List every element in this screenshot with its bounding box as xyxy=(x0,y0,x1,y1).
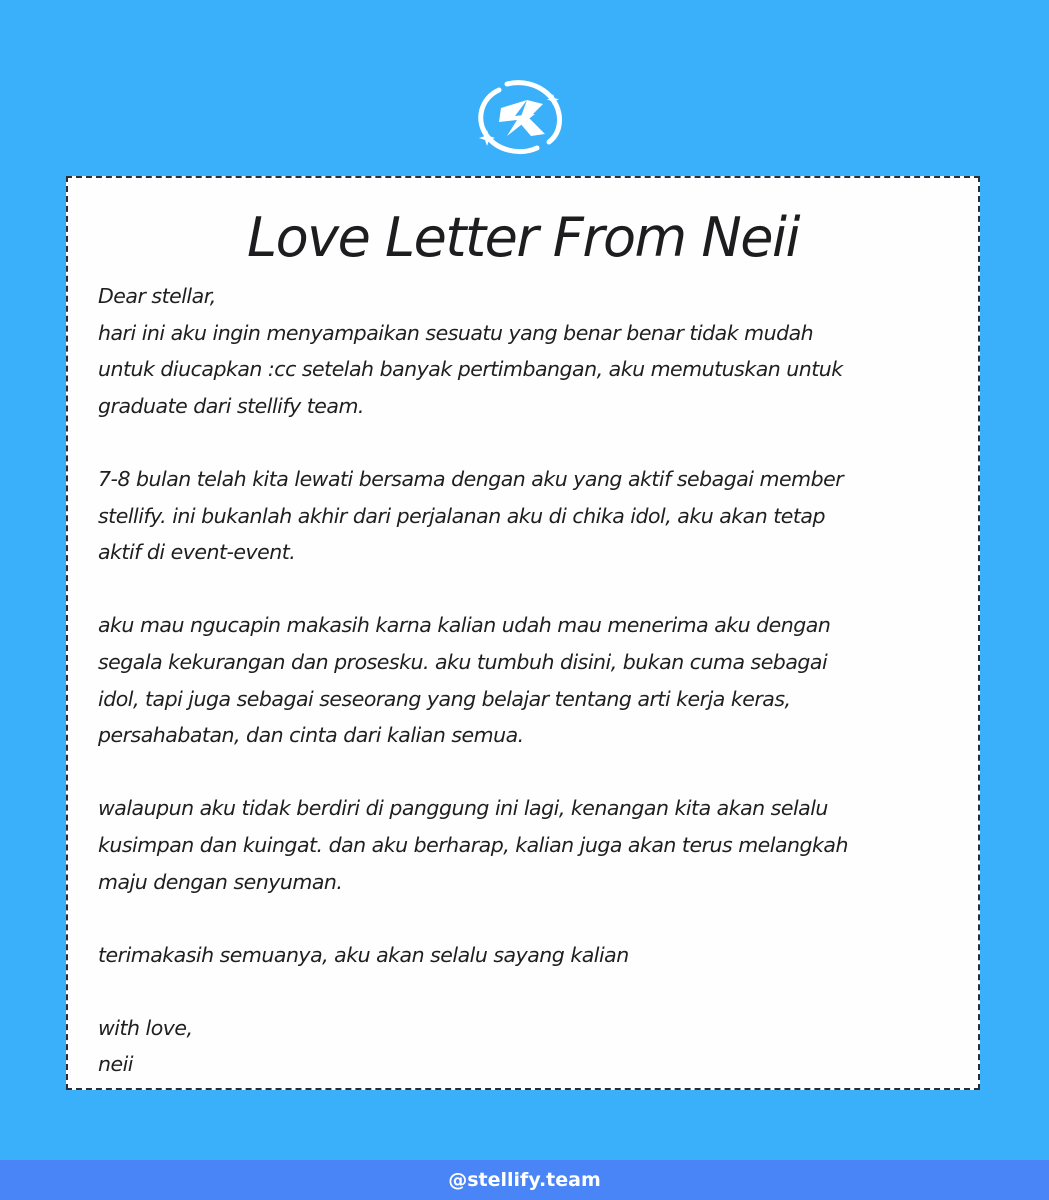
letter-line: hari ini aku ingin menyampaikan sesuatu yang benar benar tidak mudah xyxy=(98,320,814,345)
letter-line: maju dengan senyuman. xyxy=(98,869,343,894)
letter-line: stellify. ini bukanlah akhir dari perjalanan aku di chika idol, aku akan tetap xyxy=(98,503,825,528)
letter-paragraph xyxy=(98,461,958,571)
letter-signoff xyxy=(98,1010,958,1083)
letter-paragraph xyxy=(98,607,958,753)
letter-signature: neii xyxy=(98,1052,133,1077)
letter-line: with love, xyxy=(98,1015,193,1040)
letter-paragraph xyxy=(98,937,958,974)
stellify-logo-icon xyxy=(471,76,569,158)
letter-line: kusimpan dan kuingat. dan aku berharap, kalian juga akan terus melangkah xyxy=(98,832,848,857)
letter-line: idol, tapi juga sebagai seseorang yang belajar tentang arti kerja keras, xyxy=(98,686,791,711)
letter-line: graduate dari stellify team. xyxy=(98,393,364,418)
letter-paragraph xyxy=(98,790,958,900)
letter-line: 7-8 bulan telah kita lewati bersama dengan aku yang aktif sebagai member xyxy=(98,466,844,491)
letter-line: walaupun aku tidak berdiri di panggung ini lagi, kenangan kita akan selalu xyxy=(98,796,828,821)
letter-line: Dear stellar, xyxy=(98,284,216,308)
letter-card xyxy=(66,176,980,1090)
footer-bar xyxy=(0,1160,1049,1200)
letter-line: aktif di event-event. xyxy=(98,540,296,565)
letter-body xyxy=(98,278,958,1083)
letter-line: untuk diucapkan :cc setelah banyak pertimbangan, aku memutuskan untuk xyxy=(98,357,843,382)
letter-line: segala kekurangan dan prosesku. aku tumbuh disini, bukan cuma sebagai xyxy=(98,649,828,674)
letter-paragraph xyxy=(98,278,958,424)
letter-line: aku mau ngucapin makasih karna kalian udah mau menerima aku dengan xyxy=(98,613,831,638)
letter-line: persahabatan, dan cinta dari kalian semua. xyxy=(98,723,524,748)
footer-handle: @stellify.team xyxy=(448,1169,601,1191)
letter-line: terimakasih semuanya, aku akan selalu sayang kalian xyxy=(98,942,629,967)
letter-title: Love Letter From Neii xyxy=(247,206,799,269)
